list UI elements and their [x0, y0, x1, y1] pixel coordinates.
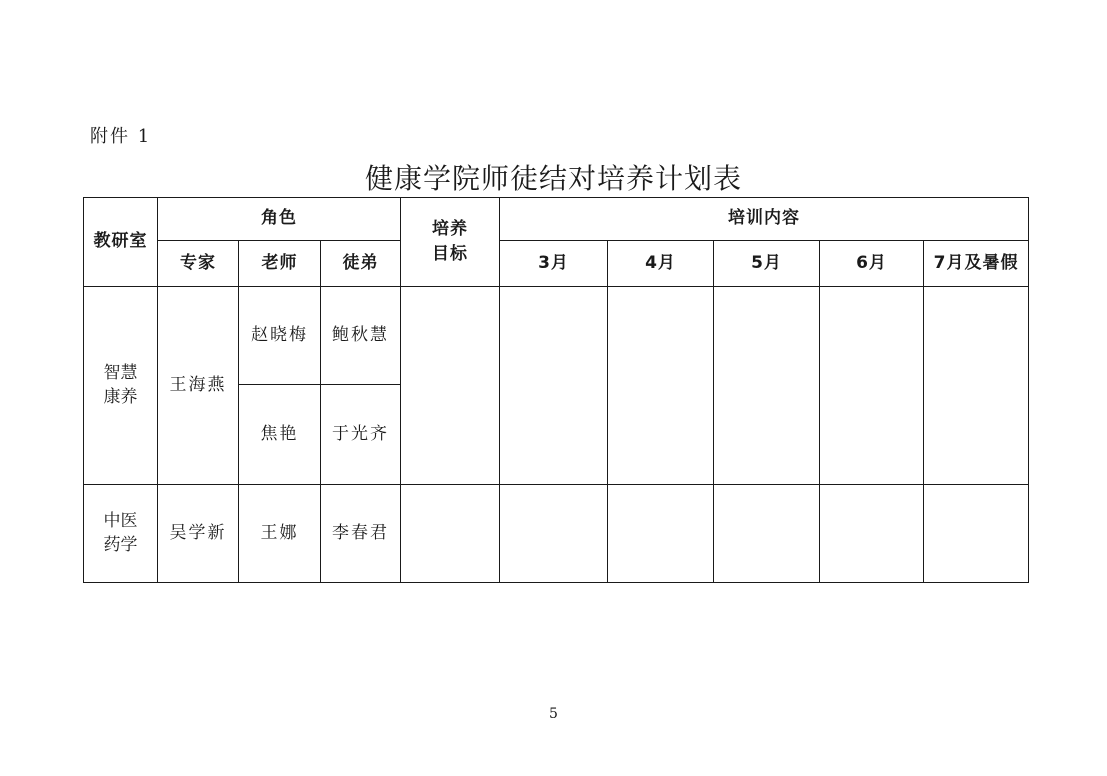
month-cell [500, 287, 608, 485]
expert-cell: 王海燕 [158, 287, 239, 485]
teacher-cell: 赵晓梅 [239, 287, 321, 385]
attachment-label: 附件 1 [90, 126, 152, 147]
table-row [84, 485, 1029, 583]
month-cell [820, 485, 924, 583]
header-month-7-summer: 7月及暑假 [924, 241, 1029, 287]
header-apprentice: 徒弟 [321, 241, 401, 287]
dept-cell [84, 485, 158, 583]
mentorship-plan-table [83, 197, 1029, 583]
teacher-cell: 王娜 [239, 485, 321, 583]
header-month-6: 6月 [820, 241, 924, 287]
teacher-cell: 焦艳 [239, 385, 321, 485]
dept-name: 中医药学 [103, 510, 138, 556]
month-cell [924, 485, 1029, 583]
expert-cell: 吴学新 [158, 485, 239, 583]
apprentice-cell: 于光齐 [321, 385, 401, 485]
goal-cell [401, 287, 500, 485]
header-teacher: 老师 [239, 241, 321, 287]
page-number: 5 [549, 706, 558, 722]
document-title: 健康学院师徒结对培养计划表 [364, 162, 742, 195]
header-dept: 教研室 [84, 198, 158, 287]
month-cell [820, 287, 924, 485]
header-row-1 [84, 198, 1029, 241]
header-training: 培训内容 [500, 198, 1029, 241]
header-role: 角色 [158, 198, 401, 241]
header-month-5: 5月 [714, 241, 820, 287]
month-cell [714, 485, 820, 583]
header-row-2 [84, 241, 1029, 287]
dept-name: 智慧康养 [103, 362, 138, 408]
header-goal [401, 198, 500, 287]
month-cell [500, 485, 608, 583]
apprentice-cell: 李春君 [321, 485, 401, 583]
header-expert: 专家 [158, 241, 239, 287]
month-cell [608, 485, 714, 583]
month-cell [714, 287, 820, 485]
month-cell [608, 287, 714, 485]
month-cell [924, 287, 1029, 485]
header-month-4: 4月 [608, 241, 714, 287]
header-month-3: 3月 [500, 241, 608, 287]
header-goal-text: 培养目标 [432, 219, 469, 264]
dept-cell [84, 287, 158, 485]
apprentice-cell: 鲍秋慧 [321, 287, 401, 385]
goal-cell [401, 485, 500, 583]
table-row [84, 287, 1029, 385]
